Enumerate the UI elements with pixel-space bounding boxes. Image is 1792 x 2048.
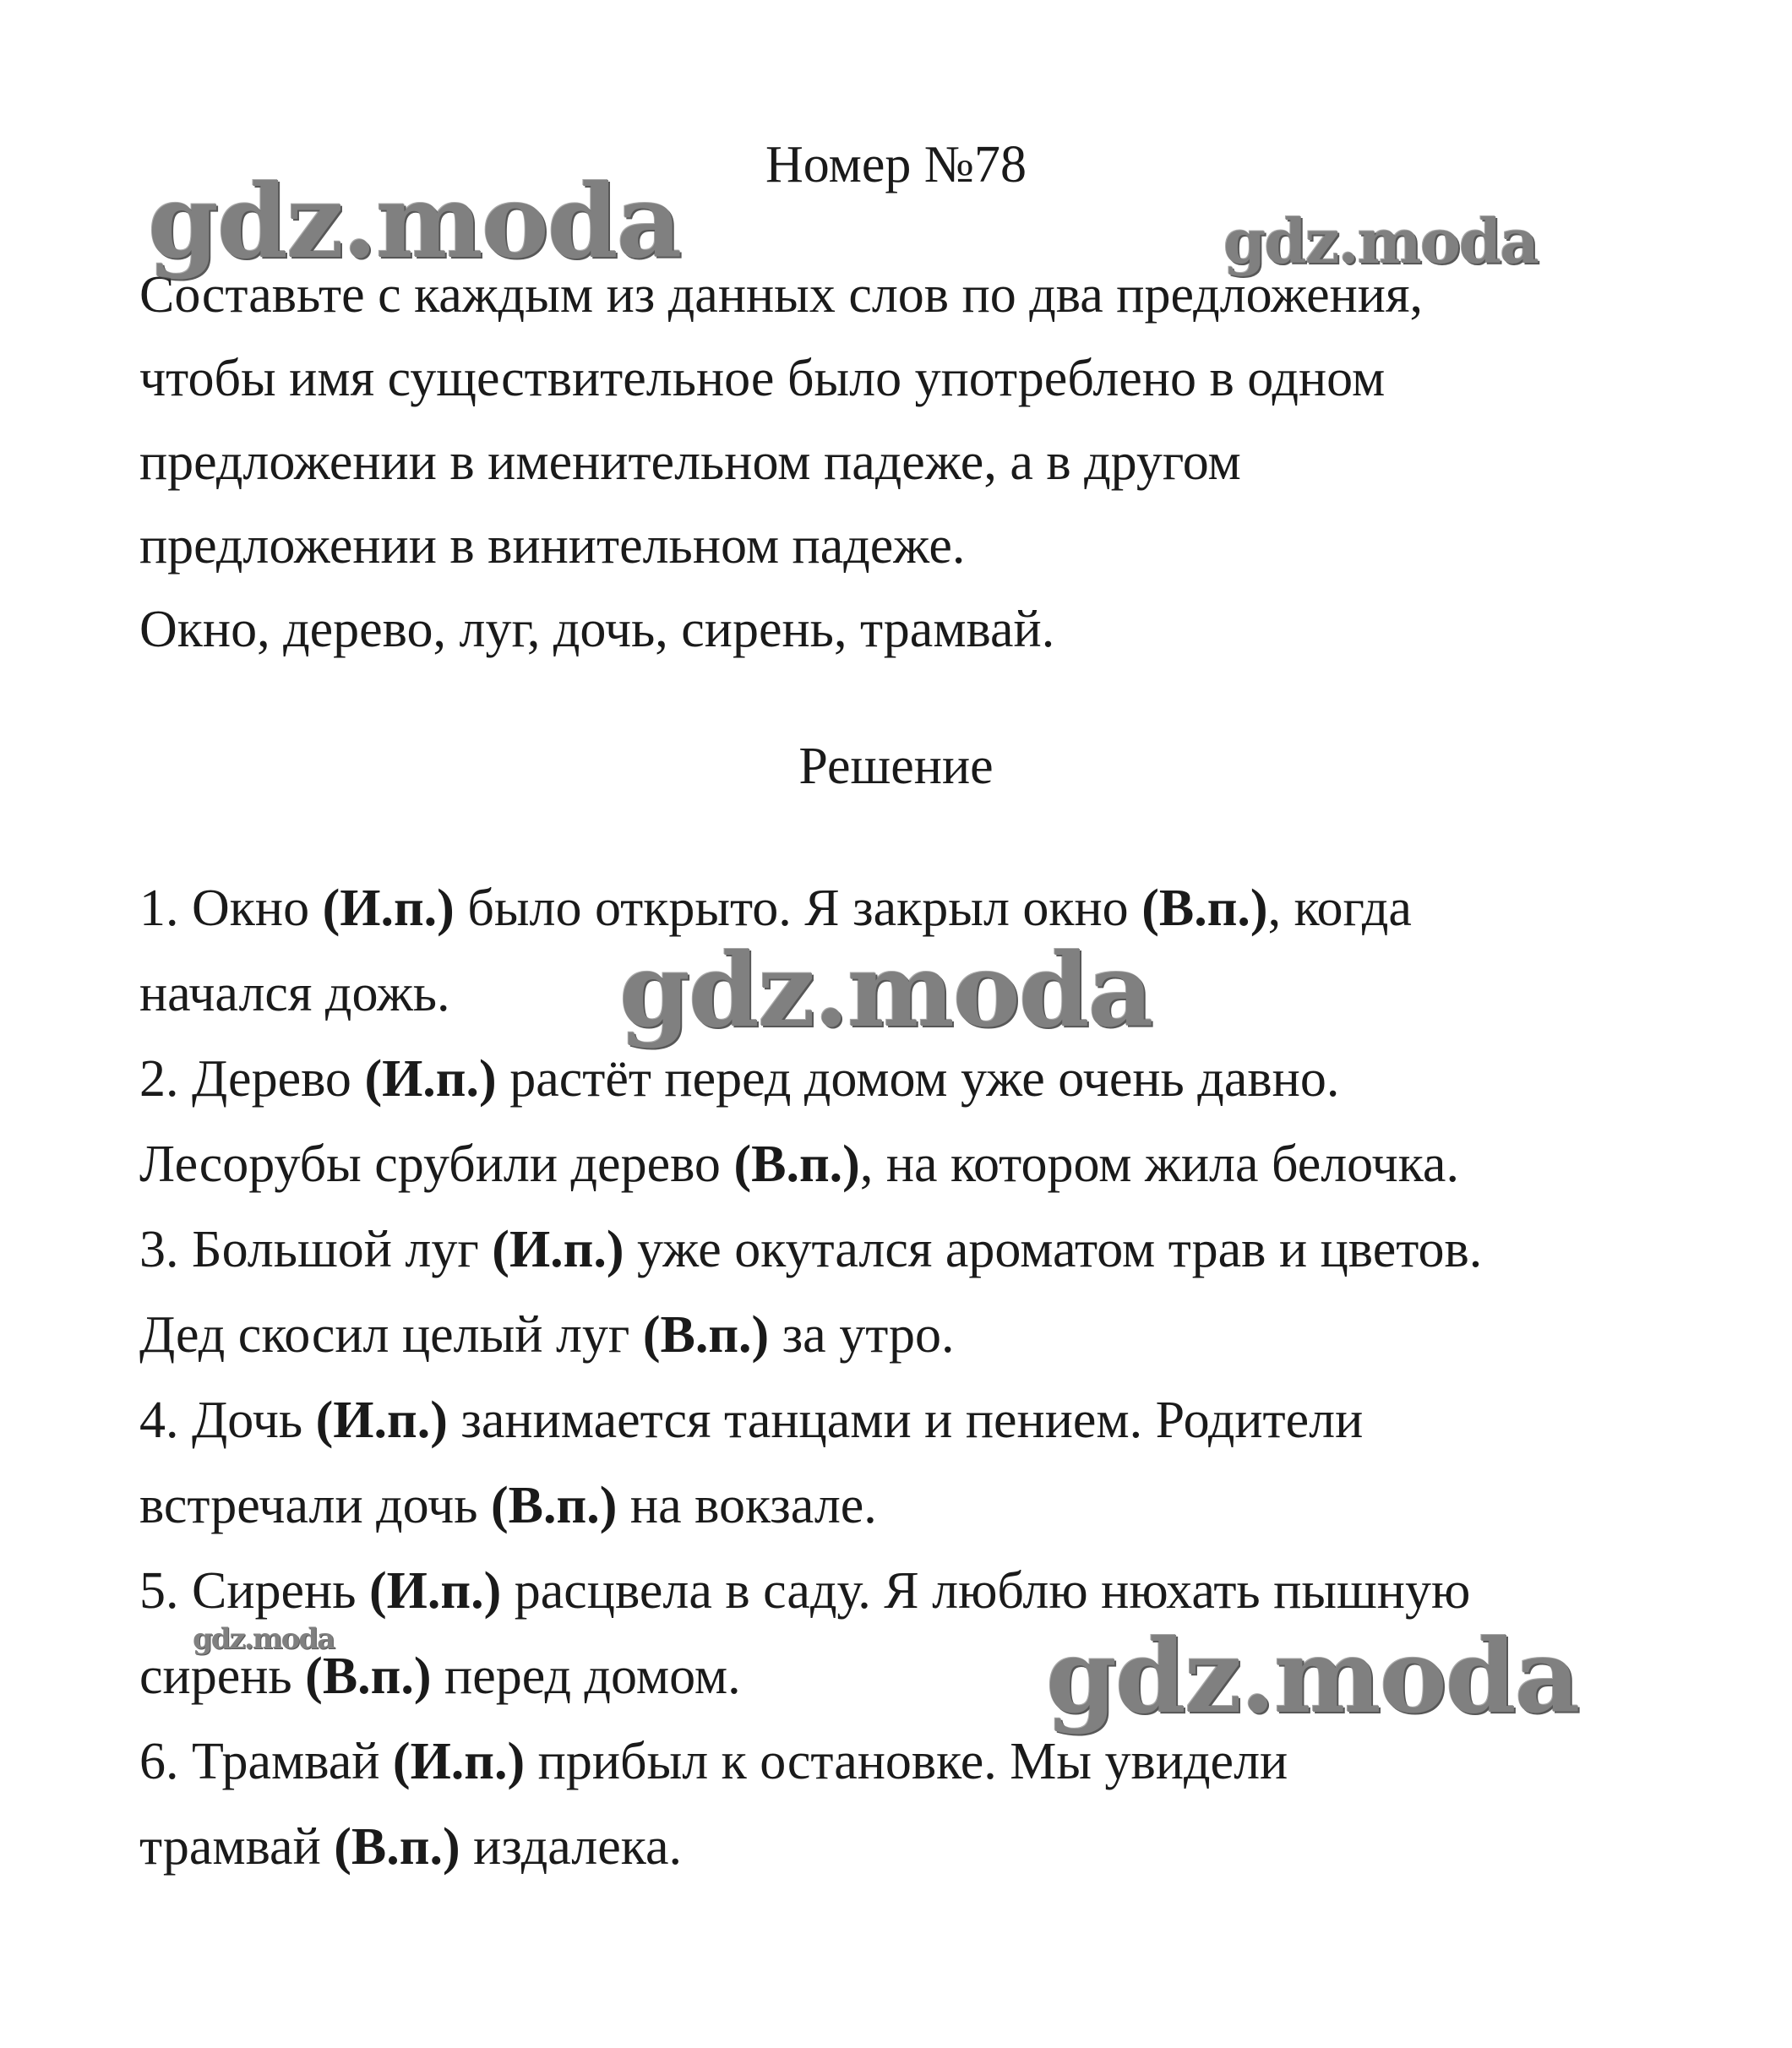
answer-line <box>139 1378 1702 1463</box>
answer-text: растёт перед домом уже очень давно. <box>496 1050 1340 1108</box>
answer-text: 2. Дерево <box>139 1050 365 1108</box>
answer-text: встречали дочь <box>139 1477 492 1534</box>
answer-text: занимается танцами и пением. Родители <box>447 1392 1364 1449</box>
answer-text: , когда <box>1267 880 1412 937</box>
case-tag: (И.п.) <box>364 1050 497 1108</box>
case-tag: (И.п.) <box>369 1562 502 1620</box>
answer-text: 6. Трамвай <box>139 1733 393 1790</box>
answer-text: уже окутался ароматом трав и цветов. <box>624 1221 1483 1278</box>
case-tag: (В.п.) <box>334 1818 460 1876</box>
watermark-logo: gdz.moda <box>1223 205 1538 277</box>
answer-text: трамвай <box>139 1818 335 1876</box>
answer-text: 1. Окно <box>139 880 323 937</box>
case-tag: (В.п.) <box>733 1136 860 1193</box>
watermark-logo: gdz.moda <box>1046 1617 1579 1736</box>
task-word-list: Окно, дерево, луг, дочь, сирень, трамвай. <box>139 601 1055 658</box>
page-title: Номер №78 <box>765 136 1027 193</box>
answer-text: начался дожь. <box>139 965 450 1022</box>
task-text <box>139 253 1660 672</box>
case-tag: (В.п.) <box>1141 880 1268 937</box>
answer-text: прибыл к остановке. Мы увидели <box>525 1733 1288 1790</box>
answer-text: сирень <box>139 1648 306 1705</box>
answer-line <box>139 1805 1702 1890</box>
case-tag: (И.п.) <box>315 1392 448 1449</box>
case-tag: (И.п.) <box>492 1221 624 1278</box>
answer-text: за утро. <box>769 1306 955 1364</box>
answer-text: было открыто. Я закрыл окно <box>454 880 1142 937</box>
answer-text: 5. Сирень <box>139 1562 370 1620</box>
answer-text: перед домом. <box>431 1648 741 1705</box>
answer-line <box>139 1122 1702 1207</box>
case-tag: (В.п.) <box>491 1477 618 1534</box>
case-tag: (И.п.) <box>322 880 455 937</box>
task-line: предложении в именительном падеже, а в другом <box>139 433 1241 491</box>
case-tag: (И.п.) <box>392 1733 526 1790</box>
watermark-logo: gdz.moda <box>148 162 681 281</box>
answer-text: на вокзале. <box>617 1477 877 1534</box>
answer-line <box>139 1293 1702 1378</box>
task-line: предложении в винительном падеже. <box>139 517 966 575</box>
answer-text: 3. Большой луг <box>139 1221 493 1278</box>
task-line: Составьте с каждым из данных слов по два предложения, <box>139 266 1423 324</box>
watermark-logo: gdz.moda <box>193 1622 335 1656</box>
watermark-logo: gdz.moda <box>619 931 1152 1050</box>
case-tag: (В.п.) <box>305 1648 432 1705</box>
answer-line <box>139 1463 1702 1549</box>
task-line: чтобы имя существительное было употреблено в одном <box>139 350 1386 407</box>
answer-text: 4. Дочь <box>139 1392 316 1449</box>
answer-text: издалека. <box>460 1818 682 1876</box>
answer-text: Лесорубы срубили дерево <box>139 1136 734 1193</box>
case-tag: (В.п.) <box>642 1306 770 1364</box>
solution-heading: Решение <box>798 738 994 795</box>
answer-text: расцвела в саду. Я люблю нюхать пышную <box>501 1562 1471 1620</box>
answer-text: Дед скосил целый луг <box>139 1306 643 1364</box>
answer-text: , на котором жила белочка. <box>859 1136 1459 1193</box>
answer-line <box>139 1207 1702 1293</box>
